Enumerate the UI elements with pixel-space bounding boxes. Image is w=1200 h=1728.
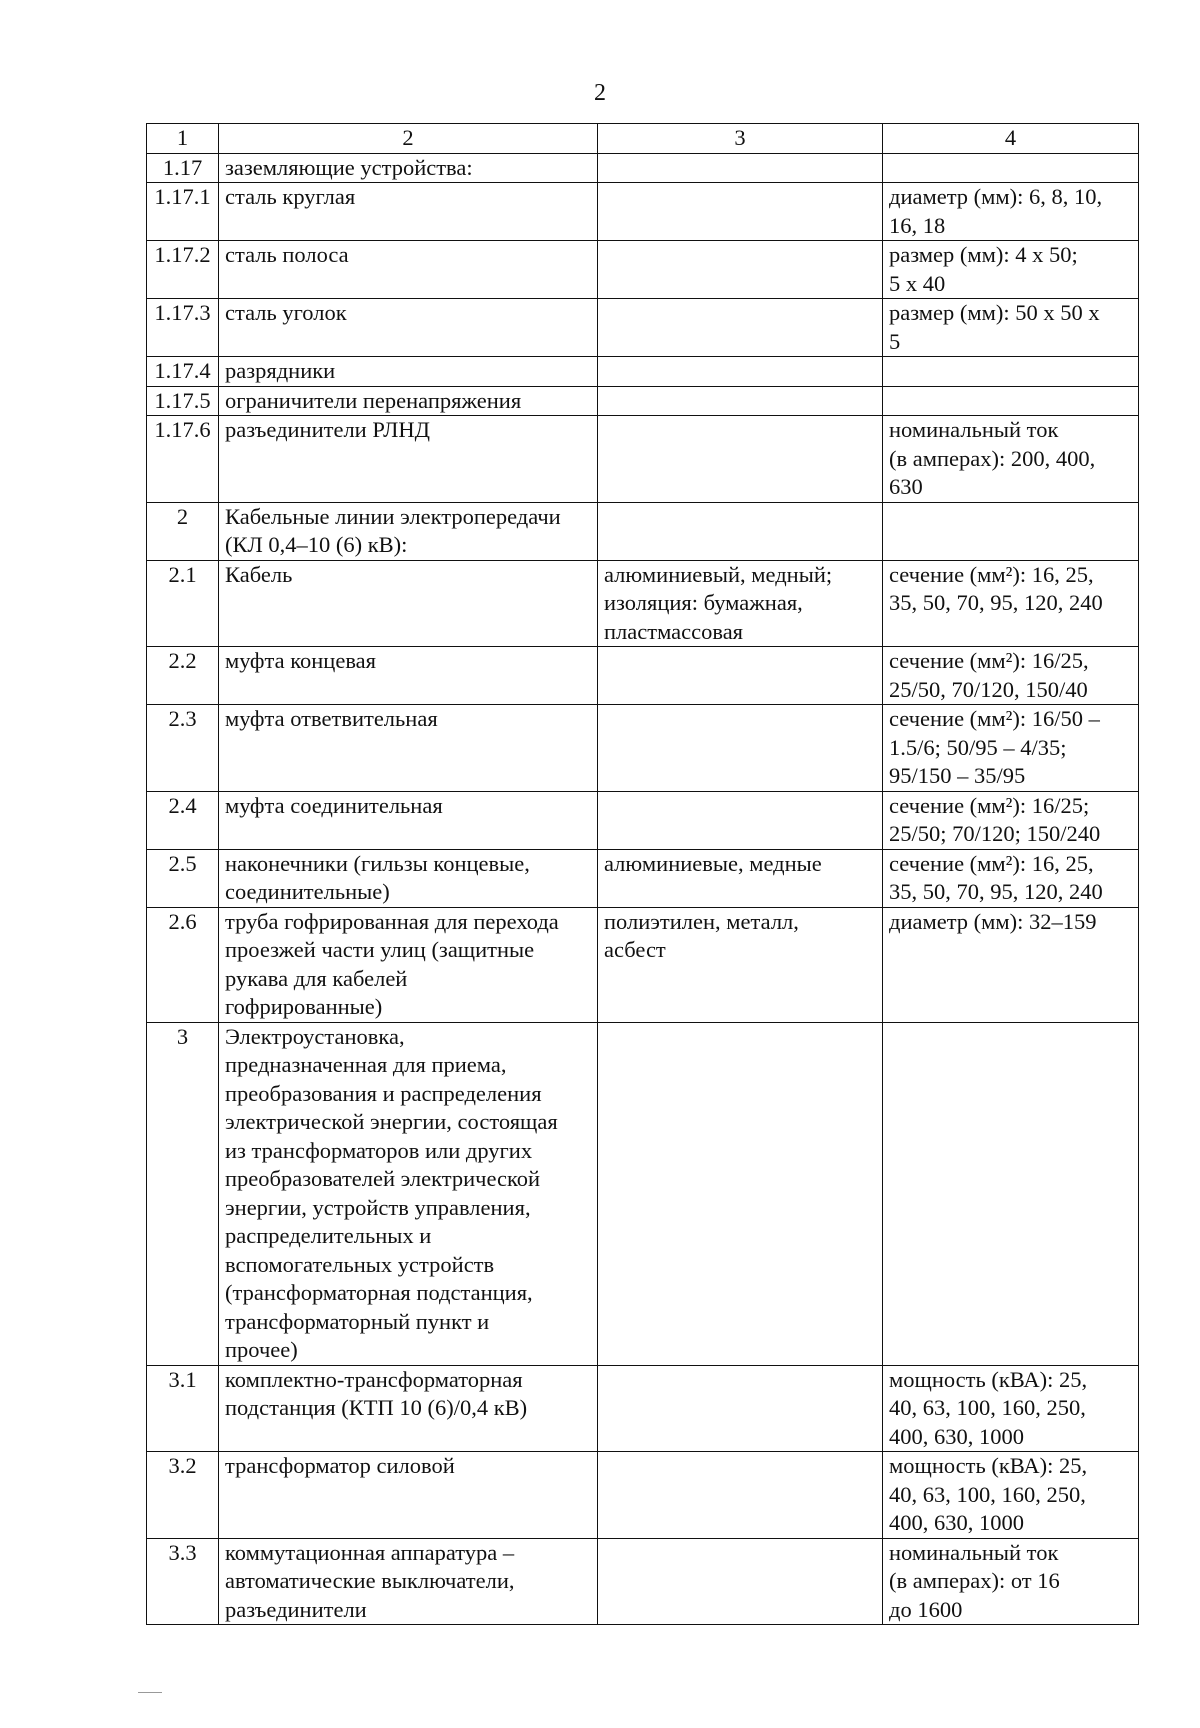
header-cell-2: 2 bbox=[219, 124, 598, 154]
table-row bbox=[147, 386, 1139, 416]
item-number-cell: 3 bbox=[147, 1022, 219, 1365]
material-cell bbox=[598, 1452, 883, 1539]
material-cell bbox=[598, 386, 883, 416]
page-number: 2 bbox=[594, 80, 606, 106]
item-name-cell: заземляющие устройства: bbox=[219, 153, 598, 183]
item-number-cell: 1.17.5 bbox=[147, 386, 219, 416]
item-name-cell: разрядники bbox=[219, 357, 598, 387]
parameters-cell: сечение (мм²): 16/50 – 1.5/6; 50/95 – 4/35; 95/150 – 35/95 bbox=[883, 705, 1139, 792]
parameters-cell bbox=[883, 153, 1139, 183]
table-row bbox=[147, 1365, 1139, 1452]
parameters-cell: размер (мм): 4 х 50; 5 х 40 bbox=[883, 241, 1139, 299]
header-cell-4: 4 bbox=[883, 124, 1139, 154]
material-cell bbox=[598, 647, 883, 705]
item-name-cell: комплектно-трансформаторная подстанция (КТП 10 (6)/0,4 кВ) bbox=[219, 1365, 598, 1452]
table-row bbox=[147, 1538, 1139, 1625]
table-row bbox=[147, 1022, 1139, 1365]
table-row bbox=[147, 1452, 1139, 1539]
material-cell bbox=[598, 299, 883, 357]
item-name-cell: коммутационная аппаратура – автоматические выключатели, разъединители bbox=[219, 1538, 598, 1625]
item-number-cell: 2.5 bbox=[147, 849, 219, 907]
material-cell bbox=[598, 183, 883, 241]
parameters-cell bbox=[883, 357, 1139, 387]
header-cell-3: 3 bbox=[598, 124, 883, 154]
parameters-cell: диаметр (мм): 6, 8, 10, 16, 18 bbox=[883, 183, 1139, 241]
table-header-row bbox=[147, 124, 1139, 154]
item-name-cell: разъединители РЛНД bbox=[219, 416, 598, 503]
material-cell bbox=[598, 241, 883, 299]
table-row bbox=[147, 502, 1139, 560]
material-cell bbox=[598, 153, 883, 183]
parameters-cell: сечение (мм²): 16/25; 25/50; 70/120; 150/240 bbox=[883, 791, 1139, 849]
table-row bbox=[147, 357, 1139, 387]
parameters-cell: сечение (мм²): 16, 25, 35, 50, 70, 95, 120, 240 bbox=[883, 560, 1139, 647]
item-name-cell: Кабельные линии электропередачи (КЛ 0,4–10 (6) кВ): bbox=[219, 502, 598, 560]
item-name-cell: муфта ответвительная bbox=[219, 705, 598, 792]
item-number-cell: 1.17.3 bbox=[147, 299, 219, 357]
material-cell bbox=[598, 1365, 883, 1452]
item-name-cell: сталь круглая bbox=[219, 183, 598, 241]
item-number-cell: 2.1 bbox=[147, 560, 219, 647]
item-number-cell: 2.3 bbox=[147, 705, 219, 792]
material-cell: полиэтилен, металл, асбест bbox=[598, 907, 883, 1022]
item-name-cell: Электроустановка, предназначенная для приема, преобразования и распределения электрической энергии, состоящая из трансформаторов или других преобразователей электрической энергии, устройств управления, распределительных и вспомогательных устройств (трансформаторная подстанция, трансформаторный пункт и прочее) bbox=[219, 1022, 598, 1365]
material-cell bbox=[598, 705, 883, 792]
specification-table bbox=[146, 123, 1139, 1625]
item-name-cell: муфта концевая bbox=[219, 647, 598, 705]
table-row bbox=[147, 560, 1139, 647]
material-cell bbox=[598, 1022, 883, 1365]
material-cell bbox=[598, 502, 883, 560]
item-number-cell: 2.4 bbox=[147, 791, 219, 849]
item-number-cell: 2.2 bbox=[147, 647, 219, 705]
margin-mark bbox=[138, 1692, 162, 1693]
item-number-cell: 1.17 bbox=[147, 153, 219, 183]
item-name-cell: Кабель bbox=[219, 560, 598, 647]
item-name-cell: труба гофрированная для перехода проезжей части улиц (защитные рукава для кабелей гофрированные) bbox=[219, 907, 598, 1022]
item-number-cell: 3.1 bbox=[147, 1365, 219, 1452]
table-row bbox=[147, 647, 1139, 705]
item-number-cell: 3.3 bbox=[147, 1538, 219, 1625]
item-name-cell: ограничители перенапряжения bbox=[219, 386, 598, 416]
parameters-cell: сечение (мм²): 16, 25, 35, 50, 70, 95, 120, 240 bbox=[883, 849, 1139, 907]
parameters-cell: номинальный ток (в амперах): 200, 400, 630 bbox=[883, 416, 1139, 503]
item-name-cell: муфта соединительная bbox=[219, 791, 598, 849]
material-cell bbox=[598, 1538, 883, 1625]
material-cell bbox=[598, 791, 883, 849]
header-cell-1: 1 bbox=[147, 124, 219, 154]
parameters-cell: сечение (мм²): 16/25, 25/50, 70/120, 150/40 bbox=[883, 647, 1139, 705]
table-row bbox=[147, 705, 1139, 792]
material-cell: алюминиевые, медные bbox=[598, 849, 883, 907]
item-number-cell: 1.17.4 bbox=[147, 357, 219, 387]
parameters-cell bbox=[883, 1022, 1139, 1365]
item-name-cell: сталь полоса bbox=[219, 241, 598, 299]
parameters-cell: номинальный ток (в амперах): от 16 до 1600 bbox=[883, 1538, 1139, 1625]
item-number-cell: 1.17.6 bbox=[147, 416, 219, 503]
material-cell bbox=[598, 357, 883, 387]
table-row bbox=[147, 907, 1139, 1022]
item-name-cell: трансформатор силовой bbox=[219, 1452, 598, 1539]
table-row bbox=[147, 241, 1139, 299]
item-number-cell: 1.17.1 bbox=[147, 183, 219, 241]
parameters-cell bbox=[883, 386, 1139, 416]
material-cell bbox=[598, 416, 883, 503]
item-number-cell: 3.2 bbox=[147, 1452, 219, 1539]
table-row bbox=[147, 183, 1139, 241]
parameters-cell: мощность (кВА): 25, 40, 63, 100, 160, 250, 400, 630, 1000 bbox=[883, 1365, 1139, 1452]
item-number-cell: 2.6 bbox=[147, 907, 219, 1022]
table-row bbox=[147, 791, 1139, 849]
table-row bbox=[147, 849, 1139, 907]
table-row bbox=[147, 416, 1139, 503]
material-cell: алюминиевый, медный; изоляция: бумажная, пластмассовая bbox=[598, 560, 883, 647]
parameters-cell: диаметр (мм): 32–159 bbox=[883, 907, 1139, 1022]
item-number-cell: 1.17.2 bbox=[147, 241, 219, 299]
parameters-cell bbox=[883, 502, 1139, 560]
item-number-cell: 2 bbox=[147, 502, 219, 560]
table-row bbox=[147, 153, 1139, 183]
table-row bbox=[147, 299, 1139, 357]
item-name-cell: сталь уголок bbox=[219, 299, 598, 357]
item-name-cell: наконечники (гильзы концевые, соединительные) bbox=[219, 849, 598, 907]
parameters-cell: мощность (кВА): 25, 40, 63, 100, 160, 250, 400, 630, 1000 bbox=[883, 1452, 1139, 1539]
parameters-cell: размер (мм): 50 х 50 х 5 bbox=[883, 299, 1139, 357]
